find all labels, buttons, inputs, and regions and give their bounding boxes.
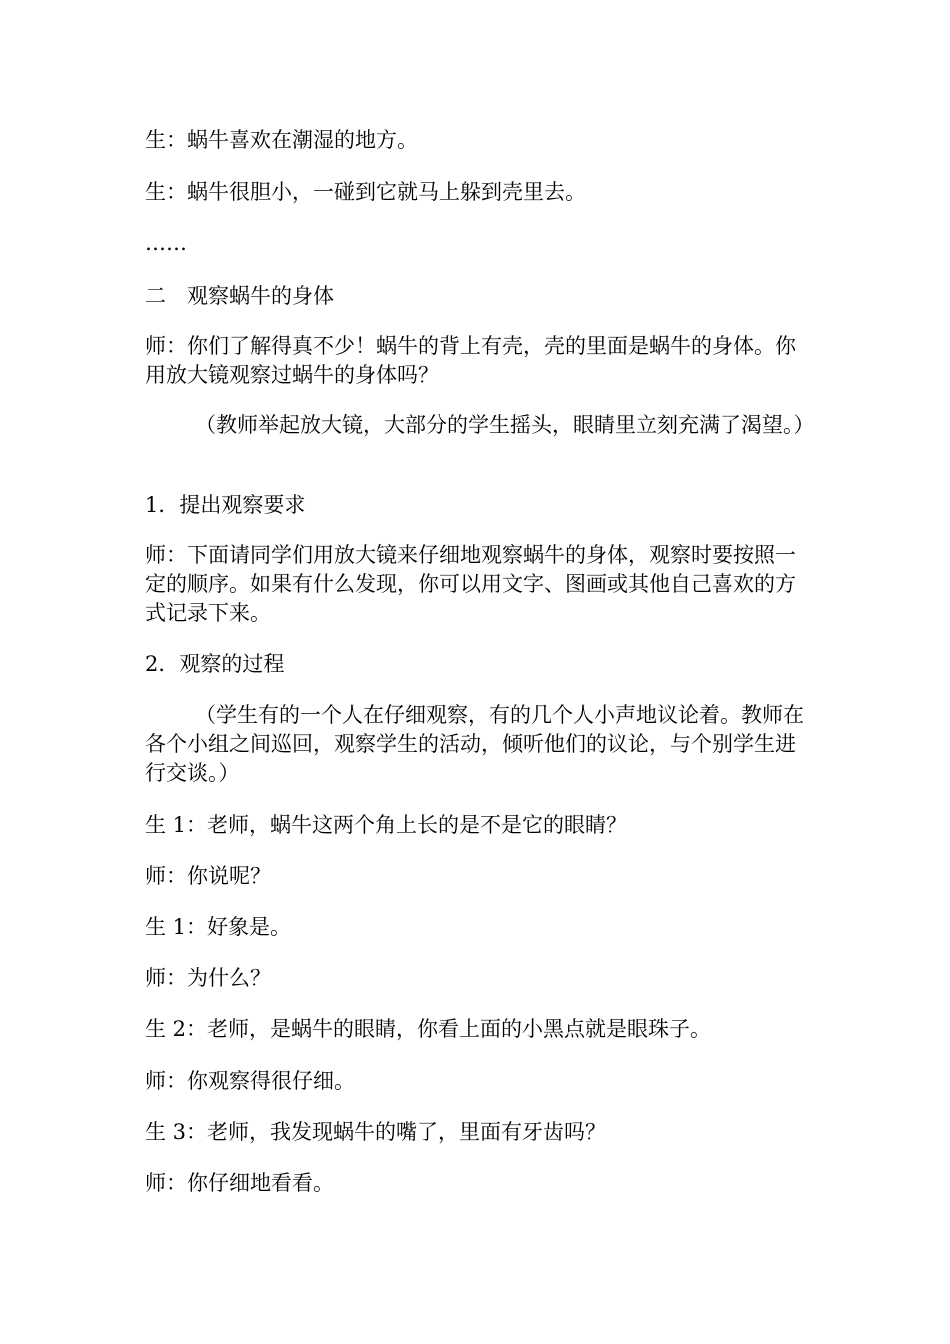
section-heading-observe-body: 二 观察蜗牛的身体 bbox=[145, 284, 334, 308]
teacher-line-instructions: 师：下面请同学们用放大镜来仔细地观察蜗牛的身体，观察时要按照一定的顺序。如果有什么发现，你可以用文字、图画或其他自己喜欢的方式记录下来。 bbox=[145, 543, 796, 625]
student1-line-eyes-question: 生 1：老师，蜗牛这两个角上长的是不是它的眼睛？ bbox=[145, 813, 628, 837]
teacher-line-why: 师：为什么？ bbox=[145, 966, 271, 990]
teacher-line-look-carefully: 师：你仔细地看看。 bbox=[145, 1171, 334, 1195]
ellipsis: …… bbox=[145, 231, 187, 255]
teacher-line-what-do-you-think: 师：你说呢？ bbox=[145, 864, 271, 888]
teacher-line-magnifier-question: 师：你们了解得真不少！蜗牛的背上有壳，壳的里面是蜗牛的身体。你用放大镜观察过蜗牛的身体吗？ bbox=[145, 334, 796, 387]
stage-direction-raise-magnifier: （教师举起放大镜，大部分的学生摇头，眼睛里立刻充满了渴望。） bbox=[195, 413, 815, 437]
student-line-timid: 生：蜗牛很胆小，一碰到它就马上躲到壳里去。 bbox=[145, 180, 586, 204]
subheading-observation-requirements: 1．提出观察要求 bbox=[145, 493, 306, 517]
student2-line-black-dots: 生 2：老师，是蜗牛的眼睛，你看上面的小黑点就是眼珠子。 bbox=[145, 1017, 712, 1041]
student3-line-mouth-teeth: 生 3：老师，我发现蜗牛的嘴了，里面有牙齿吗？ bbox=[145, 1120, 607, 1144]
subheading-observation-process: 2．观察的过程 bbox=[145, 652, 285, 676]
student-line-humid: 生：蜗牛喜欢在潮湿的地方。 bbox=[145, 128, 418, 152]
teacher-line-careful: 师：你观察得很仔细。 bbox=[145, 1069, 355, 1093]
stage-direction-students-observe: （学生有的一个人在仔细观察，有的几个人小声地议论着。教师在各个小组之间巡回，观察学生的活动，倾听他们的议论，与个别学生进行交谈。） bbox=[145, 703, 804, 785]
student1-line-seems-so: 生 1：好象是。 bbox=[145, 915, 292, 939]
